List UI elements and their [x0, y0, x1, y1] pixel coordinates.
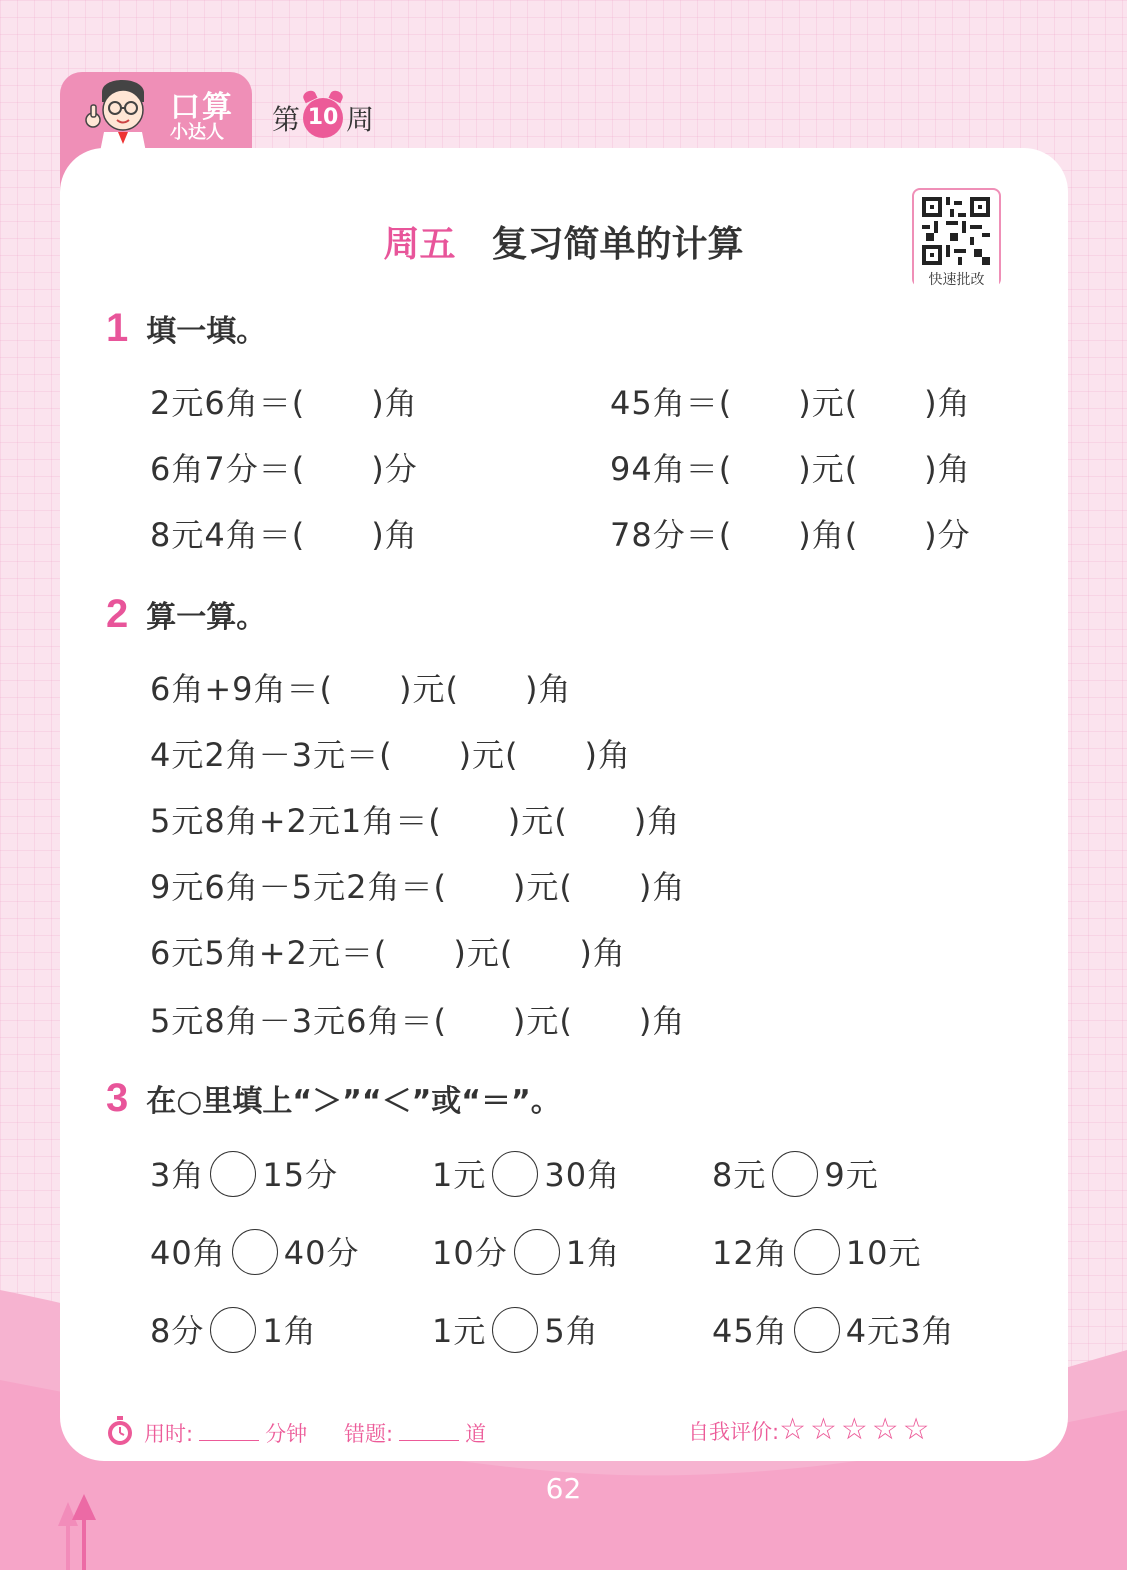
- title-day: 周五: [383, 224, 456, 265]
- section-heading-text: 填一填。: [146, 314, 267, 349]
- section-number: 1: [106, 306, 129, 350]
- s1-left-item: 8元4角＝( )角: [150, 516, 418, 554]
- compare-right: 10元: [845, 1234, 922, 1272]
- s2-item: 4元2角－3元＝( )元( )角: [150, 736, 632, 774]
- s1-left-item: 2元6角＝( )角: [150, 384, 418, 422]
- compare-left: 12角: [712, 1234, 788, 1272]
- stopwatch-icon: [106, 1416, 134, 1446]
- compare-right: 4元3角: [845, 1312, 955, 1350]
- week-suffix: 周: [346, 103, 375, 136]
- title-text: 复习简单的计算: [491, 224, 744, 265]
- section-1-heading: [106, 306, 266, 351]
- compare-left: 40角: [150, 1234, 226, 1272]
- compare-right: 30角: [544, 1156, 621, 1194]
- compare-left: 8分: [150, 1312, 205, 1350]
- compare-item: [712, 1150, 879, 1200]
- compare-left: 3角: [150, 1156, 205, 1194]
- section-3-heading: [106, 1076, 561, 1121]
- section-2-heading: [106, 592, 266, 637]
- compare-item: [712, 1228, 921, 1278]
- errors-label: 错题:: [344, 1422, 394, 1446]
- s2-item: 5元8角+2元1角＝( )元( )角: [150, 802, 681, 840]
- compare-item: [432, 1150, 620, 1200]
- compare-circle[interactable]: [210, 1307, 256, 1353]
- s2-item: 6元5角+2元＝( )元( )角: [150, 934, 626, 972]
- compare-circle[interactable]: [794, 1229, 840, 1275]
- section-heading-text: 算一算。: [146, 600, 267, 635]
- errors-count: [344, 1418, 486, 1448]
- time-spent: [144, 1418, 307, 1448]
- compare-circle[interactable]: [794, 1307, 840, 1353]
- time-unit: 分钟: [265, 1422, 308, 1446]
- section-number: 2: [106, 592, 129, 636]
- s2-item: 6角+9角＝( )元( )角: [150, 670, 572, 708]
- compare-circle[interactable]: [514, 1229, 560, 1275]
- s1-left-item: 6角7分＝( )分: [150, 450, 418, 488]
- compare-item: [432, 1228, 620, 1278]
- compare-circle[interactable]: [210, 1151, 256, 1197]
- compare-left: 1元: [432, 1312, 487, 1350]
- compare-right: 5角: [544, 1312, 599, 1350]
- rating-label: 自我评价:: [688, 1420, 780, 1444]
- compare-left: 45角: [712, 1312, 788, 1350]
- week-label: [272, 98, 374, 138]
- compare-circle[interactable]: [772, 1151, 818, 1197]
- s2-item: 5元8角－3元6角＝( )元( )角: [150, 1002, 686, 1040]
- s1-right-item: 94角＝( )元( )角: [610, 450, 971, 488]
- s1-right-item: 45角＝( )元( )角: [610, 384, 971, 422]
- self-rating: [688, 1412, 934, 1447]
- compare-item: [150, 1150, 338, 1200]
- qr-code[interactable]: [912, 188, 1001, 287]
- compare-left: 1元: [432, 1156, 487, 1194]
- rating-stars[interactable]: ☆☆☆☆☆: [779, 1412, 934, 1447]
- compare-circle[interactable]: [492, 1151, 538, 1197]
- s1-right-item: 78分＝( )角( )分: [610, 516, 971, 554]
- badge-subtitle: 小达人: [170, 122, 224, 143]
- compare-right: 1角: [565, 1234, 621, 1272]
- errors-input[interactable]: [399, 1422, 459, 1441]
- badge-title: 口算: [170, 90, 234, 125]
- arrow-decoration-icon: [54, 1490, 100, 1570]
- compare-circle[interactable]: [492, 1307, 538, 1353]
- week-prefix: 第: [272, 103, 301, 136]
- compare-item: [150, 1228, 359, 1278]
- section-heading-text: 在○里填上“＞”“＜”或“＝”。: [146, 1084, 561, 1119]
- compare-item: [712, 1306, 954, 1356]
- week-number-alarm-icon: 10: [303, 98, 343, 138]
- compare-right: 9元: [824, 1156, 879, 1194]
- compare-right: 1角: [262, 1312, 317, 1350]
- compare-left: 8元: [712, 1156, 767, 1194]
- compare-right: 15分: [262, 1156, 339, 1194]
- time-label: 用时:: [144, 1422, 194, 1446]
- qr-label: 快速批改: [914, 269, 999, 289]
- section-number: 3: [106, 1076, 129, 1120]
- compare-item: [432, 1306, 599, 1356]
- time-input[interactable]: [199, 1422, 259, 1441]
- s2-item: 9元6角－5元2角＝( )元( )角: [150, 868, 686, 906]
- compare-circle[interactable]: [232, 1229, 278, 1275]
- qr-code-icon: [922, 197, 990, 265]
- kid-mascot-icon: [80, 72, 165, 152]
- compare-item: [150, 1306, 317, 1356]
- errors-unit: 道: [465, 1422, 487, 1446]
- page-number: 62: [545, 1472, 582, 1505]
- compare-left: 10分: [432, 1234, 508, 1272]
- compare-right: 40分: [283, 1234, 360, 1272]
